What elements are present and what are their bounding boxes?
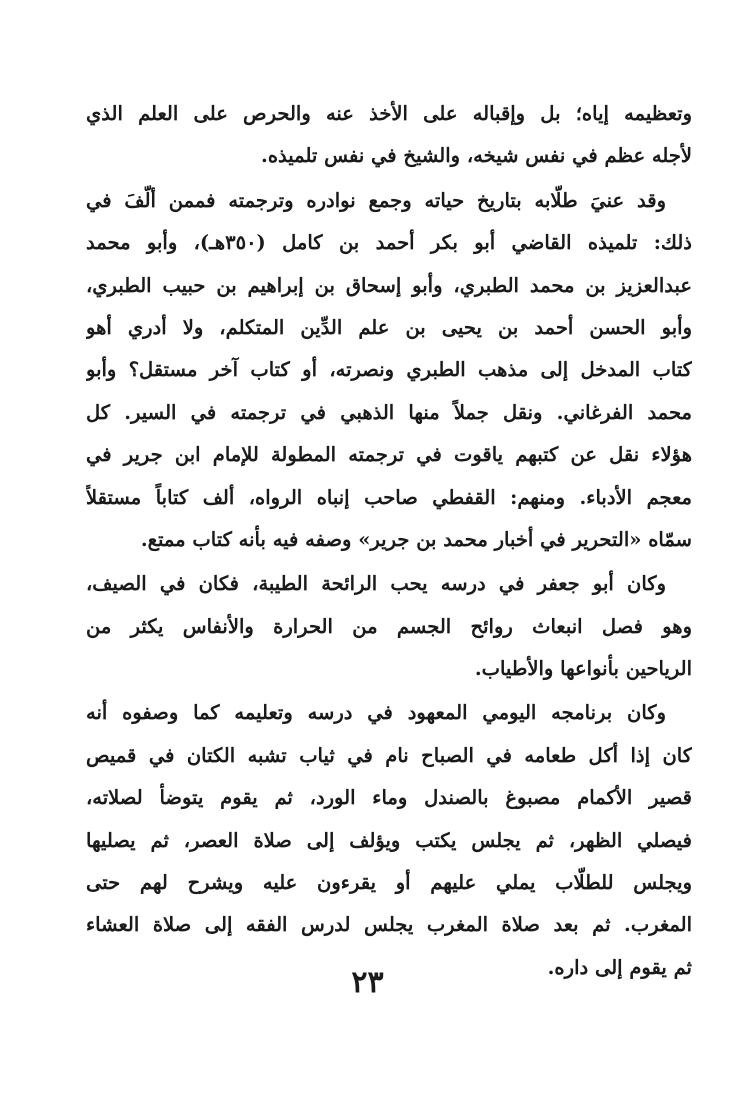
text-line: عبدالعزيز بن محمد الطبري، وأبو إسحاق بن إبراهيم بن حبيب الطبري، bbox=[86, 273, 692, 297]
text-line: فيصلي الظهر، ثم يجلس يكتب ويؤلف إلى صلاة العصر، ثم يصليها bbox=[86, 828, 692, 852]
text-line: لأجله عظم في نفس شيخه، والشيخ في نفس تلميذه. bbox=[261, 144, 692, 168]
paragraph-1 bbox=[86, 93, 692, 178]
text-line: وقد عنيَ طلّابه بتاريخ حياته وجمع نوادره وترجمته فممن ألّفَ في bbox=[86, 188, 666, 212]
text-line: وكان برنامجه اليومي المعهود في درسه وتعليمه كما وصفوه أنه bbox=[86, 701, 666, 725]
paragraph-4 bbox=[86, 692, 692, 989]
text-line: هؤلاء نقل عن كتبهم ياقوت في ترجمته المطولة للإمام ابن جرير في bbox=[86, 443, 692, 467]
text-line: الرياحين بأنواعها والأطياب. bbox=[474, 657, 692, 681]
text-line: قصير الأكمام مصبوغ بالصندل وماء الورد، ثم يقوم يتوضأ لصلاته، bbox=[86, 786, 692, 810]
text-line: محمد الفرغاني. ونقل جملاً منها الذهبي في ترجمته في السير. كل bbox=[86, 400, 692, 424]
text-line: ويجلس للطلّاب يملي عليهم أو يقرءون عليه ويشرح لهم حتى bbox=[86, 871, 692, 895]
text-line: ذلك: تلميذه القاضي أبو بكر أحمد بن كامل (٣٥٠هـ)، وأبو محمد bbox=[86, 231, 692, 255]
text-line: كان إذا أكل طعامه في الصباح نام في ثياب تشبه الكتان في قميص bbox=[86, 743, 692, 767]
text-line: معجم الأدباء. ومنهم: القفطي صاحب إنباه الرواه، ألف كتاباً مستقلاً bbox=[86, 485, 692, 509]
body-text bbox=[86, 93, 692, 989]
text-line: وهو فصل انبعاث روائح الجسم من الحرارة والأنفاس يكثر من bbox=[86, 614, 692, 638]
text-line: وأبو الحسن أحمد بن يحيى بن علم الدِّين المتكلم، ولا أدري أهو bbox=[86, 315, 692, 339]
text-line: وتعظيمه إياه؛ بل وإقباله على الأخذ عنه والحرص على العلم الذي bbox=[86, 102, 692, 125]
text-line: المغرب. ثم بعد صلاة المغرب يجلس لدرس الفقه إلى صلاة العشاء bbox=[86, 913, 692, 937]
text-line: ثم يقوم إلى داره. bbox=[547, 955, 692, 979]
text-line: كتاب المدخل إلى مذهب الطبري ونصرته، أو كتاب آخر مستقل؟ وأبو bbox=[86, 358, 692, 382]
paragraph-2 bbox=[86, 180, 692, 562]
text-line: وكان أبو جعفر في درسه يحب الرائحة الطيبة، فكان في الصيف، bbox=[86, 572, 666, 596]
paragraph-3 bbox=[86, 563, 692, 690]
page-number: ٢٣ bbox=[351, 965, 384, 1000]
text-line: سمّاه «التحرير في أخبار محمد بن جرير» وصفه فيه بأنه كتاب ممتع. bbox=[140, 527, 692, 551]
